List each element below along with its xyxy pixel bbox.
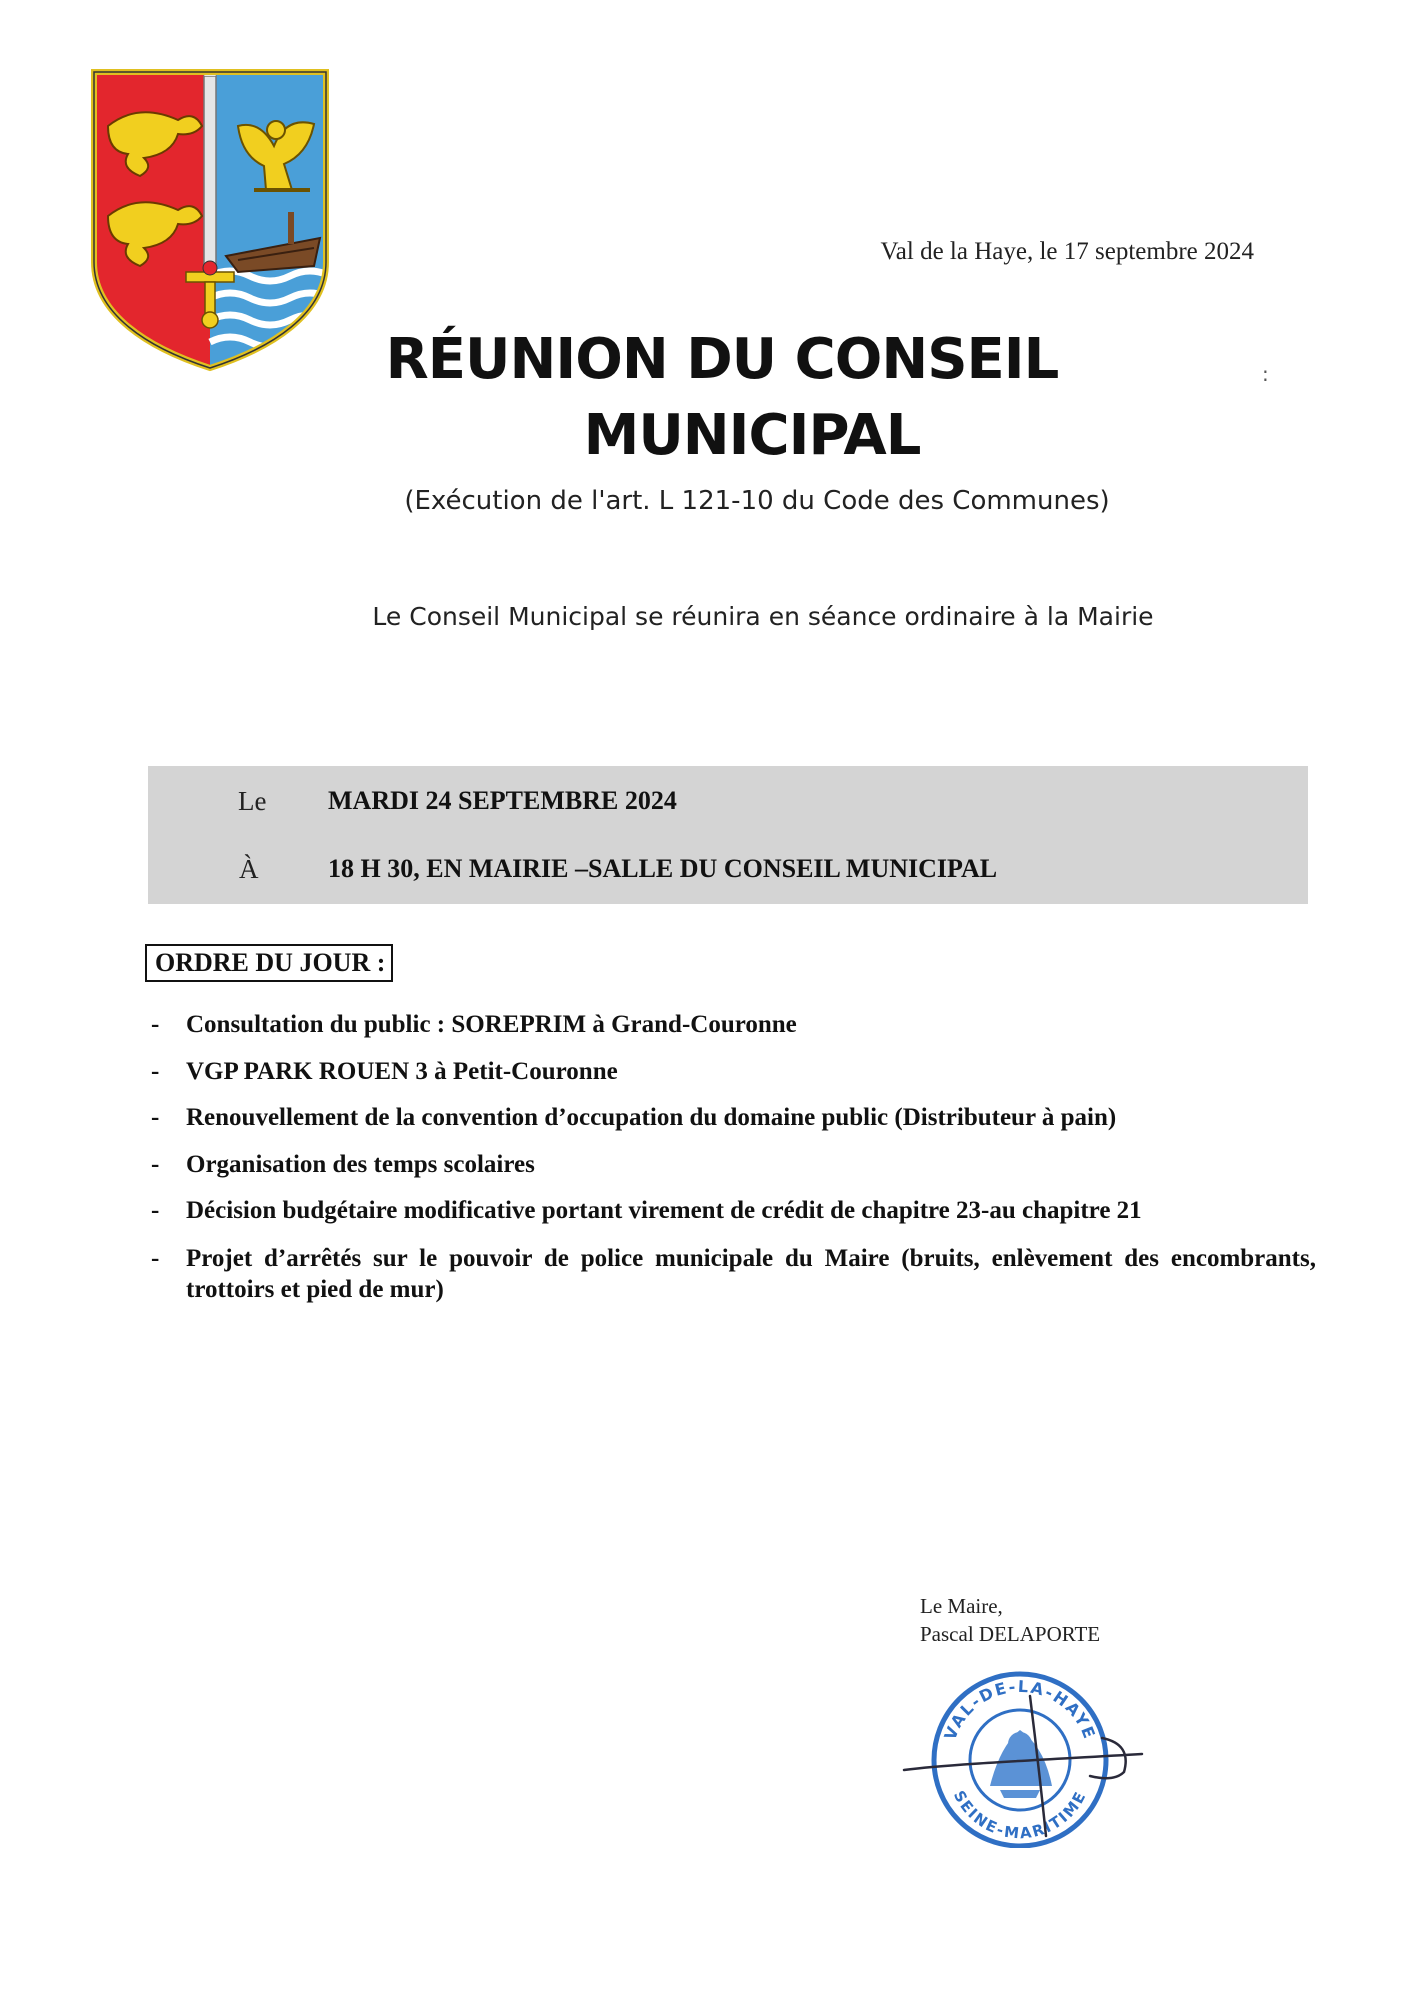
- agenda-item-text: Décision budgétaire modificative portant virement de crédit de chapitre 23-au chapitre 21: [186, 1197, 1142, 1224]
- agenda-item-text: Organisation des temps scolaires: [186, 1150, 535, 1178]
- stamp-bottom-text: SEINE-MARITIME: [949, 1787, 1091, 1843]
- bullet-dash: -: [151, 1197, 160, 1224]
- signature-block: [920, 1592, 1100, 1648]
- title-line-2: MUNICIPAL: [583, 403, 921, 468]
- document-title: [0, 322, 1414, 474]
- place-label: À: [239, 854, 259, 884]
- intro-sentence: Le Conseil Municipal se réunira en séance ordinaire à la Mairie: [372, 602, 1154, 631]
- agenda-list: [148, 1010, 1316, 1321]
- agenda-item-text: Renouvellement de la convention d’occupation du domaine public (Distributeur à pain): [186, 1104, 1117, 1131]
- agenda-item: [148, 1010, 1316, 1040]
- agenda-item: [148, 1057, 1316, 1087]
- place-date: Val de la Haye, le 17 septembre 2024: [880, 238, 1254, 265]
- agenda-item: [148, 1243, 1316, 1305]
- meeting-details-box: [148, 766, 1308, 904]
- signatory-name: Pascal DELAPORTE: [920, 1622, 1101, 1646]
- bullet-dash: -: [151, 1104, 160, 1131]
- stamp-top-text: VAL-DE-LA-HAYE: [940, 1676, 1100, 1743]
- date-label: Le: [238, 786, 267, 816]
- agenda-item: [148, 1196, 1316, 1226]
- bullet-dash: -: [151, 1057, 160, 1085]
- bullet-dash: -: [151, 1011, 160, 1038]
- agenda-item: [148, 1103, 1316, 1133]
- agenda-item: [148, 1150, 1316, 1180]
- meeting-time-place: 18 H 30, EN MAIRIE –SALLE DU CONSEIL MUNICIPAL: [328, 854, 998, 883]
- bullet-dash: -: [151, 1244, 160, 1272]
- bullet-dash: -: [151, 1150, 160, 1178]
- agenda-item-text: VGP PARK ROUEN 3 à Petit-Couronne: [186, 1057, 618, 1085]
- stray-colon-mark: :: [1262, 362, 1269, 386]
- agenda-item-text: Projet d’arrêtés sur le pouvoir de police municipale du Maire (bruits, enlèvement des encombrants, trottoirs et pied de mur): [186, 1244, 1316, 1303]
- official-stamp: [890, 1668, 1150, 1848]
- meeting-date: MARDI 24 SEPTEMBRE 2024: [328, 786, 677, 815]
- agenda-item-text: Consultation du public : SOREPRIM à Grand-Couronne: [186, 1011, 797, 1038]
- legal-reference: (Exécution de l'art. L 121-10 du Code des Communes): [404, 486, 1110, 516]
- agenda-heading: ORDRE DU JOUR :: [145, 944, 393, 982]
- signatory-role: Le Maire,: [920, 1594, 1003, 1618]
- title-line-1: RÉUNION DU CONSEIL: [385, 327, 1059, 392]
